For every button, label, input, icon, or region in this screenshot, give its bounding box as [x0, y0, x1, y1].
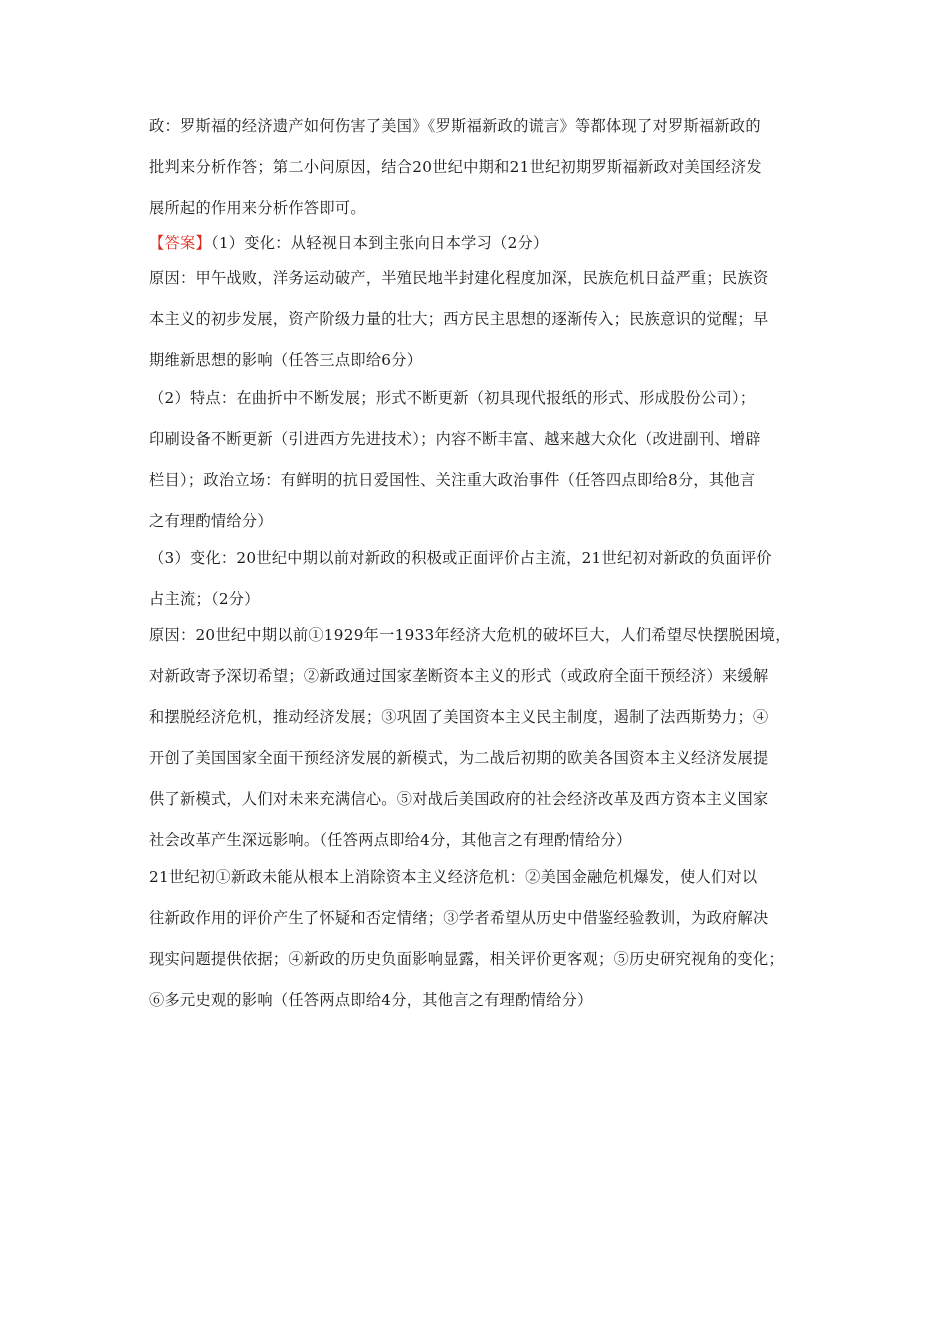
- answer-tag: 【答案】: [149, 234, 211, 252]
- answer-line: [149, 233, 549, 253]
- paragraph-line: 供了新模式，人们对未来充满信心。⑤对战后美国政府的社会经济改革及西方资本主义国家: [149, 790, 769, 808]
- paragraph-line: 政：罗斯福的经济遗产如何伤害了美国》《罗斯福新政的谎言》等都体现了对罗斯福新政的: [149, 117, 761, 135]
- paragraph-line: 原因：甲午战败，洋务运动破产，半殖民地半封建化程度加深，民族危机日益严重；民族资: [149, 269, 769, 287]
- paragraph-line: 印刷设备不断更新（引进西方先进技术）；内容不断丰富、越来越大众化（改进副刊、增辟: [149, 430, 761, 448]
- paragraph-line: 本主义的初步发展，资产阶级力量的壮大；西方民主思想的逐渐传入；民族意识的觉醒；早: [149, 310, 769, 328]
- paragraph-line: 现实问题提供依据；④新政的历史负面影响显露，相关评价更客观；⑤历史研究视角的变化；: [149, 950, 784, 968]
- paragraph-line: 占主流；（2分）: [149, 590, 260, 608]
- paragraph-line: 社会改革产生深远影响。（任答两点即给4分，其他言之有理酌情给分）: [149, 831, 632, 849]
- paragraph-line: 批判来分析作答；第二小问原因，结合20世纪中期和21世纪初期罗斯福新政对美国经济发: [149, 158, 762, 176]
- paragraph-line: 开创了美国国家全面干预经济发展的新模式，为二战后初期的欧美各国资本主义经济发展提: [149, 749, 769, 767]
- paragraph-line: 栏目）；政治立场：有鲜明的抗日爱国性、关注重大政治事件（任答四点即给8分，其他言: [149, 471, 756, 489]
- paragraph-line: 之有理酌情给分）: [149, 512, 273, 530]
- paragraph-line: 往新政作用的评价产生了怀疑和否定情绪；③学者希望从历史中借鉴经验教训，为政府解决: [149, 909, 769, 927]
- paragraph-line: 和摆脱经济危机，推动经济发展；③巩固了美国资本主义民主制度，遏制了法西斯势力；④: [149, 708, 769, 726]
- paragraph-line: 对新政寄予深切希望；②新政通过国家垄断资本主义的形式（或政府全面干预经济）来缓解: [149, 667, 769, 685]
- paragraph-line: （3）变化：20世纪中期以前对新政的积极或正面评价占主流，21世纪初对新政的负面评价: [149, 549, 772, 567]
- paragraph-line: （2）特点：在曲折中不断发展；形式不断更新（初具现代报纸的形式、形成股份公司）；: [149, 389, 756, 407]
- paragraph-line: 展所起的作用来分析作答即可。: [149, 199, 366, 217]
- paragraph-line: 期维新思想的影响（任答三点即给6分）: [149, 351, 423, 369]
- paragraph-line: 原因：20世纪中期以前①1929年一1933年经济大危机的破坏巨大，人们希望尽快摆脱困境，: [149, 626, 791, 644]
- paragraph-line: ⑥多元史观的影响（任答两点即给4分，其他言之有理酌情给分）: [149, 991, 593, 1009]
- paragraph-line: 21世纪初①新政未能从根本上消除资本主义经济危机：②美国金融危机爆发，使人们对以: [149, 868, 758, 886]
- answer-text: （1）变化：从轻视日本到主张向日本学习（2分）: [210, 234, 549, 252]
